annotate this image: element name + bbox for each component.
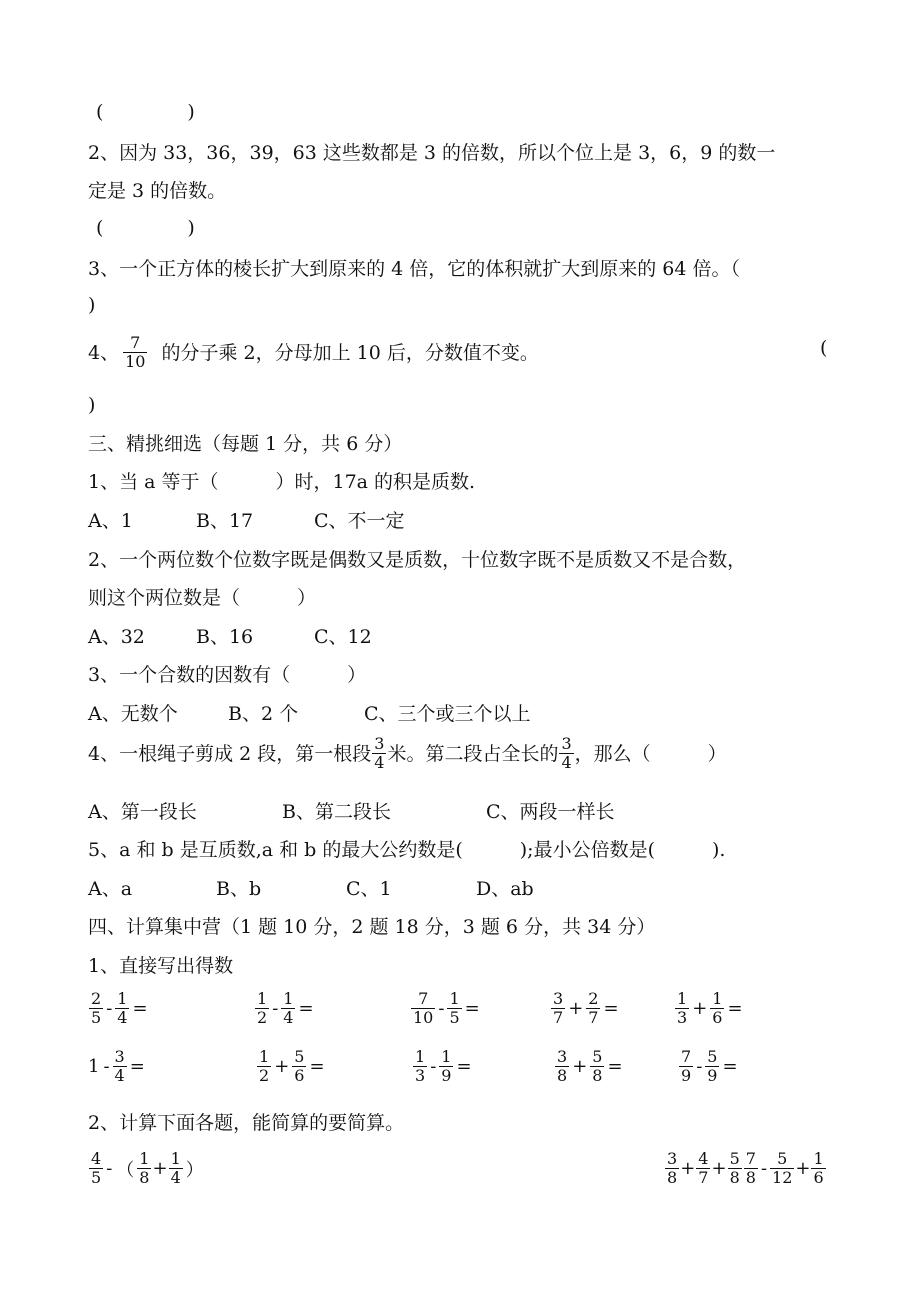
s3-q2-option-a[interactable]: A、32 (88, 626, 145, 648)
s3-q1-option-a[interactable]: A、1 (88, 510, 133, 532)
s3-q4-option-a[interactable]: A、第一段长 (88, 801, 197, 823)
s3-q3-option-b[interactable]: B、2 个 (228, 703, 299, 725)
s3-q2-option-b[interactable]: B、16 (196, 626, 254, 648)
calc-r2-3: 1 3 - $\frac{1}{9}$ = (415, 1047, 472, 1085)
judge-q2-line1: 2、因为 33，36，39，63 这些数都是 3 的倍数，所以个位上是 3，6，9 的数一 (88, 142, 776, 164)
s3-q1-option-b[interactable]: B、17 (196, 510, 254, 532)
s3-q3: 3、一个合数的因数有（ ） (88, 664, 367, 686)
q2-answer-blank[interactable]: ( ) (96, 217, 195, 239)
calc-r2-2: 1 2 + $\frac{5}{6}$ = (259, 1047, 325, 1085)
judge-q4: 4、 7 10 的分子乘 2，分母加上 10 后，分数值不变。 (88, 333, 539, 371)
calc-r2-4: 3 8 + $\frac{5}{8}$ = (557, 1047, 623, 1085)
s3-q2-line1: 2、一个两位数个位数字既是偶数又是质数，十位数字既不是质数又不是合数， (88, 549, 747, 571)
calc-r1-2: 1 2 - $\frac{1}{4}$ = (257, 989, 314, 1027)
s3-q5-option-c[interactable]: C、1 (346, 878, 392, 900)
s3-q5: 5、a 和 b 是互质数,a 和 b 的最大公约数是( );最小公倍数是( ). (88, 839, 726, 861)
q4-answer-close: ) (88, 394, 96, 416)
calc-r2-1: 1 - $\frac{3}{4}$ = (88, 1047, 145, 1085)
calc-expr-2: 3 8 + $\frac{4}{7}$ + $\frac{5}{8}$ 7 8 - 5 12 + $\frac{1}{6}$ (667, 1149, 824, 1187)
calc-r1-4: 3 7 + $\frac{2}{7}$ = (553, 989, 619, 1027)
calc-r1-1: 2 5 - $\frac{1}{4}$ = (91, 989, 148, 1027)
s3-q4: 4、一根绳子剪成 2 段，第一根段 3 4 米。第二段占全长的 3 4 ，那么（ ） (88, 734, 727, 772)
calc-expr-1: 4 5 - （ 1 8 + $\frac{1}{4}$ ） (91, 1149, 204, 1187)
q1-answer-blank[interactable] (96, 100, 195, 124)
judge-q3-line1: 3、一个正方体的棱长扩大到原来的 4 倍，它的体积就扩大到原来的 64 倍。（ (88, 258, 741, 280)
s3-q5-option-b[interactable]: B、b (216, 878, 262, 900)
calc-r2-5: 7 9 - $\frac{5}{9}$ = (681, 1047, 738, 1085)
paren-close: ) (187, 101, 195, 123)
calc-r1-5: 1 3 + $\frac{1}{6}$ = (677, 989, 743, 1027)
calc-r1-3: 7 10 - $\frac{1}{5}$ = (413, 989, 480, 1027)
s3-q5-option-d[interactable]: D、ab (476, 878, 534, 900)
s3-q2-line2: 则这个两位数是（ ） (88, 587, 317, 609)
s3-q1-option-c[interactable]: C、不一定 (314, 510, 405, 532)
s3-q2-option-c[interactable]: C、12 (314, 626, 372, 648)
s3-q4-option-b[interactable]: B、第二段长 (282, 801, 391, 823)
section3-title: 三、精挑细选（每题 1 分，共 6 分） (88, 433, 403, 455)
s4-sub1: 1、直接写出得数 (88, 955, 234, 977)
section4-title: 四、计算集中营（1 题 10 分，2 题 18 分，3 题 6 分，共 34 分） (88, 916, 656, 938)
judge-q2-line2: 定是 3 的倍数。 (88, 180, 227, 202)
s3-q5-option-a[interactable]: A、a (88, 878, 133, 900)
fraction: 3 4 (561, 734, 572, 772)
s3-q1: 1、当 a 等于（ ）时，17a 的积是质数. (88, 471, 476, 493)
fraction: 7 10 (125, 333, 146, 371)
s4-sub2: 2、计算下面各题，能简算的要简算。 (88, 1112, 405, 1134)
s3-q3-option-c[interactable]: C、三个或三个以上 (364, 703, 531, 725)
judge-q3-close: ) (88, 294, 96, 316)
s3-q3-option-a[interactable]: A、无数个 (88, 703, 178, 725)
paren-open: ( (96, 101, 104, 123)
q4-answer-open[interactable]: ( (820, 337, 828, 359)
fraction: 3 4 (374, 734, 385, 772)
s3-q4-option-c[interactable]: C、两段一样长 (486, 801, 615, 823)
